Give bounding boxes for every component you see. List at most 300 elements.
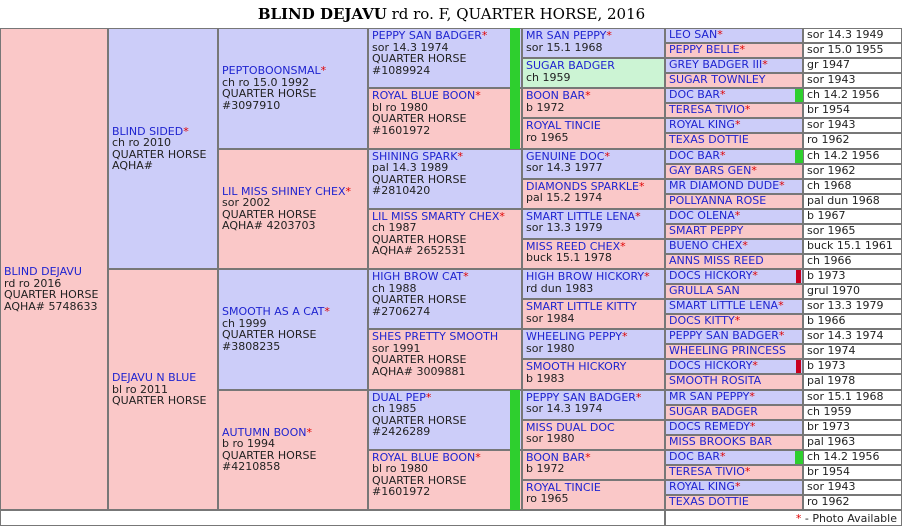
pedigree-cell-g5-15-info [803, 239, 902, 254]
pedigree-cell-subject [0, 28, 108, 510]
pedigree-cell-g1-2 [108, 269, 218, 510]
horse-name-text: WHEELING PRINCESS [669, 344, 787, 358]
horse-name-text: MISS REED CHEX [526, 239, 621, 253]
horse-name-text: ROYAL TINCIE [526, 480, 601, 494]
pedigree-cell-g5-10-name [665, 164, 803, 179]
photo-star-icon: * [744, 464, 751, 478]
horse-name-text: SMOOTH ROSITA [669, 374, 762, 388]
horse-name-link[interactable] [669, 134, 799, 146]
horse-info-line: #3808235 [222, 339, 281, 353]
horse-name-text: DUAL PEP [372, 390, 426, 404]
horse-name-link[interactable] [669, 360, 799, 372]
horse-name-text: LIL MISS SMARTY CHEX [372, 209, 500, 223]
marker-bar-red [796, 270, 801, 283]
horse-info-line: QUARTER HORSE [222, 328, 317, 342]
horse-info-line: QUARTER HORSE [372, 353, 467, 367]
horse-info-line: QUARTER HORSE [372, 413, 467, 427]
horse-info-line: ch 14.2 1956 [807, 148, 880, 162]
pedigree-cell-g5-29-name [665, 450, 803, 465]
horse-info-line: QUARTER HORSE [222, 448, 317, 462]
photo-star-icon: * [742, 238, 748, 252]
horse-info-line: buck 15.1 1961 [807, 238, 893, 252]
horse-name-link[interactable] [669, 29, 799, 41]
pedigree-cell-g5-8-info [803, 133, 902, 148]
pedigree-cell-g5-25-name [665, 390, 803, 405]
horse-info-line: ro 1962 [807, 494, 850, 508]
horse-info-line: bl ro 1980 [372, 100, 429, 114]
photo-star-icon: * [183, 124, 189, 138]
horse-info-line: QUARTER HORSE [222, 87, 317, 101]
horse-info-line: sor 15.0 1955 [807, 43, 884, 57]
horse-name-link[interactable] [669, 270, 799, 282]
pedigree-cell-g5-24-info [803, 374, 902, 389]
horse-info-line: ch 1968 [807, 178, 852, 192]
pedigree-cell-g5-6-info [803, 103, 902, 118]
photo-star-icon: * [720, 88, 726, 102]
horse-name-text: GRULLA SAN [669, 284, 740, 298]
horse-name-text: DIAMONDS SPARKLE [526, 179, 639, 193]
pedigree-cell-g5-14-name [665, 224, 803, 239]
pedigree-cell-g5-22-info [803, 344, 902, 359]
pedigree-cell-g5-27-info [803, 420, 902, 435]
horse-info-line: pal 1963 [807, 434, 856, 448]
photo-star-icon: * [475, 450, 481, 464]
horse-name-text: SUGAR BADGER [669, 404, 758, 418]
photo-star-icon: * [762, 58, 768, 72]
horse-info-line: QUARTER HORSE [222, 207, 317, 221]
horse-info-line: rd ro 2016 [4, 276, 62, 290]
pedigree-cell-g5-31-name [665, 480, 803, 495]
pedigree-cell-g5-12-info [803, 194, 902, 209]
horse-info-line: QUARTER HORSE [372, 172, 467, 186]
photo-star-icon: * [752, 269, 758, 282]
pedigree-cell-g5-10-info [803, 164, 902, 179]
horse-info-line: #1601972 [372, 123, 431, 137]
horse-name-text: DOC BAR [669, 88, 721, 102]
horse-info-line: b ro 1994 [222, 437, 275, 451]
pedigree-title [0, 0, 903, 28]
horse-name-text: DOC BAR [669, 148, 721, 162]
photo-star-icon: * [778, 299, 784, 313]
footer-blank [0, 510, 665, 526]
cell-content [372, 331, 518, 377]
horse-info-line: bl ro 2011 [112, 382, 169, 396]
pedigree-cell-g5-1-info [803, 28, 902, 43]
pedigree-cell-g5-11-info [803, 179, 902, 194]
horse-name-text: DOCS KITTY [669, 314, 735, 328]
pedigree-cell-g4-11 [522, 329, 665, 359]
horse-name-link[interactable] [669, 285, 799, 297]
horse-name-text: TERESA TIVIO [669, 464, 745, 478]
horse-name-text: SMART LITTLE LENA [669, 299, 779, 313]
horse-info-line: pal 14.3 1989 [372, 161, 449, 174]
horse-name-text: PEPTOBOONSMAL [222, 64, 321, 78]
marker-bar-green [795, 150, 803, 163]
photo-star-icon: * [606, 29, 612, 42]
photo-star-icon: * [751, 163, 757, 177]
pedigree-cell-g5-4-info [803, 73, 902, 88]
horse-name-link[interactable] [4, 266, 104, 278]
pedigree-cell-g5-2-info [803, 43, 902, 58]
horse-name-link[interactable] [372, 271, 518, 283]
horse-info-line: sor 15.1 1968 [807, 389, 884, 403]
horse-info-line: QUARTER HORSE [372, 52, 467, 65]
horse-info-line: QUARTER HORSE [112, 147, 207, 161]
pedigree-cell-g2-4 [218, 390, 368, 511]
horse-name-text: BLIND SIDED [112, 124, 184, 138]
cell-content [372, 452, 518, 498]
horse-name-text: ROYAL TINCIE [526, 119, 601, 133]
horse-info-line: b 1972 [526, 462, 565, 476]
pedigree-cell-g3-8 [368, 450, 522, 510]
horse-info-line: gr 1947 [807, 58, 850, 72]
horse-name-text: DOCS REMEDY [669, 419, 750, 433]
photo-star-icon: * [779, 178, 785, 192]
horse-name-link[interactable] [526, 30, 661, 42]
photo-star-icon: * [749, 419, 756, 433]
pedigree-cell-g5-21-name [665, 329, 803, 344]
cell-content [372, 151, 518, 197]
pedigree-cell-g5-4-name [665, 73, 803, 88]
horse-info-line: pal 1978 [807, 374, 856, 388]
horse-name-text: MR SAN PEPPY [526, 29, 607, 42]
pedigree-cell-g5-9-name [665, 149, 803, 164]
pedigree-cell-g5-24-name [665, 374, 803, 389]
horse-name-text: PEPPY SAN BADGER [526, 390, 636, 404]
horse-name-link[interactable] [669, 451, 799, 463]
horse-name-link[interactable] [669, 375, 799, 387]
horse-name-text: MISS DUAL DOC [526, 420, 615, 434]
horse-info-line: br 1954 [807, 464, 850, 478]
horse-name-text: SHINING SPARK [372, 149, 458, 163]
cell-content [222, 151, 364, 232]
photo-star-icon: * [585, 450, 591, 464]
horse-info-line: sor 13.3 1979 [807, 299, 884, 313]
pedigree-cell-g5-17-info [803, 269, 902, 284]
horse-info-line: ro 1965 [526, 492, 569, 506]
pedigree-cell-g5-13-info [803, 209, 902, 224]
horse-info-line: b 1972 [526, 100, 565, 114]
pedigree-cell-g5-20-name [665, 314, 803, 329]
marker-bar-green [510, 28, 520, 149]
horse-name-link[interactable] [669, 496, 799, 508]
horse-info-line: ch ro 15.0 1992 [222, 75, 310, 89]
pedigree-cell-g5-16-name [665, 254, 803, 269]
photo-legend [665, 510, 902, 526]
horse-name-text: ROYAL BLUE BOON [372, 450, 476, 464]
pedigree-cell-g5-16-info [803, 254, 902, 269]
pedigree-cell-g2-3 [218, 269, 368, 390]
pedigree-cell-g4-14 [522, 420, 665, 450]
pedigree-cell-g5-13-name [665, 209, 803, 224]
horse-name-text: SMART LITTLE KITTY [526, 300, 637, 314]
horse-info-line: b 1973 [807, 359, 846, 373]
photo-star-icon: * [604, 149, 610, 163]
horse-info-line: sor 1943 [807, 118, 856, 132]
pedigree-cell-g5-7-name [665, 118, 803, 133]
photo-star-icon: * [457, 149, 464, 163]
horse-name-text: SUGAR TOWNLEY [669, 73, 766, 87]
pedigree-cell-g5-6-name [665, 103, 803, 118]
horse-info-line: sor 1962 [807, 163, 856, 177]
photo-star-icon: * [717, 28, 723, 41]
horse-name-link[interactable] [669, 466, 799, 478]
horse-name-text: BOON BAR [526, 89, 586, 103]
horse-info-line: ch 1959 [807, 404, 852, 418]
horse-info-line: sor 1965 [807, 223, 856, 237]
photo-star-icon: * [620, 239, 626, 253]
horse-info-line: ch ro 2010 [112, 136, 172, 149]
pedigree-cell-g5-18-info [803, 284, 902, 299]
pedigree-cell-g5-17-name [665, 269, 803, 284]
pedigree-cell-g5-8-name [665, 133, 803, 148]
pedigree-cell-g3-3 [368, 149, 522, 209]
pedigree-cell-g4-13 [522, 390, 665, 420]
cell-content [372, 392, 518, 438]
horse-name-link[interactable] [669, 330, 799, 342]
horse-info-line: #2810420 [372, 184, 431, 197]
horse-name-link[interactable] [372, 30, 518, 42]
horse-name-link[interactable] [669, 406, 799, 418]
horse-info-line: sor 2002 [222, 196, 271, 210]
horse-name-text: AUTUMN BOON [222, 425, 307, 439]
horse-info-line: buck 15.1 1978 [526, 251, 612, 265]
pedigree-cell-g5-20-info [803, 314, 902, 329]
horse-name-heading: BLIND DEJAVU [257, 5, 387, 23]
pedigree-cell-g5-21-info [803, 329, 902, 344]
pedigree-cell-g5-11-name [665, 179, 803, 194]
horse-info-line: sor 14.3 1949 [807, 28, 884, 41]
horse-info-line: ch 14.2 1956 [807, 88, 880, 102]
pedigree-cell-g5-22-name [665, 344, 803, 359]
horse-name-link[interactable] [669, 180, 799, 192]
horse-name-link[interactable] [669, 150, 799, 162]
horse-name-text: BUENO CHEX [669, 238, 743, 252]
horse-name-link[interactable] [669, 255, 799, 267]
horse-name-text: HIGH BROW HICKORY [526, 270, 645, 283]
horse-info-line: sor 1984 [526, 311, 575, 325]
photo-star-icon: * [635, 390, 642, 404]
pedigree-cell-g3-1 [368, 28, 522, 88]
photo-star-icon: * [425, 390, 432, 404]
pedigree-cell-g1-1 [108, 28, 218, 269]
marker-bar-green [510, 390, 520, 511]
horse-info-line: pal dun 1968 [807, 193, 880, 207]
horse-info-line: grul 1970 [807, 284, 861, 298]
horse-name-text: PEPPY SAN BADGER [669, 329, 779, 343]
pedigree-cell-g5-30-name [665, 465, 803, 480]
horse-info-line: #1089924 [372, 63, 431, 77]
horse-info-line: QUARTER HORSE [372, 293, 467, 306]
pedigree-cell-g4-4 [522, 118, 665, 148]
horse-info-line: sor 14.3 1974 [807, 329, 884, 343]
horse-name-link[interactable] [669, 104, 799, 116]
horse-info-line: sor 14.3 1974 [526, 402, 603, 415]
marker-bar-green [795, 451, 803, 464]
pedigree-cell-g3-4 [368, 209, 522, 269]
horse-info-line: sor 14.3 1974 [372, 40, 449, 54]
horse-name-text: SUGAR BADGER [526, 59, 615, 73]
horse-name-text: DOCS HICKORY [669, 359, 753, 373]
horse-info-line: #4210858 [222, 460, 281, 474]
pedigree-cell-g5-26-info [803, 405, 902, 420]
horse-name-link[interactable] [669, 240, 799, 252]
pedigree-cell-g3-5 [368, 269, 522, 329]
horse-info-line: sor 14.3 1977 [526, 161, 603, 174]
photo-star-icon: * [622, 330, 628, 344]
pedigree-cell-g4-3 [522, 88, 665, 118]
horse-details-heading: rd ro. F, QUARTER HORSE, 2016 [391, 5, 646, 23]
cell-content [112, 271, 214, 407]
pedigree-cell-g5-5-info [803, 88, 902, 103]
horse-name-link[interactable] [526, 60, 661, 72]
horse-name-text: GAY BARS GEN [669, 163, 752, 177]
horse-name-link[interactable] [669, 315, 799, 327]
horse-name-link[interactable] [669, 59, 799, 71]
cell-content [372, 90, 518, 136]
pedigree-cell-g5-28-info [803, 435, 902, 450]
horse-name-link[interactable] [669, 195, 799, 207]
horse-info-line: AQHA# 4203703 [222, 219, 316, 233]
photo-star-icon: * [752, 359, 758, 373]
horse-info-line: sor 15.1 1968 [526, 40, 603, 54]
photo-star-icon: * [720, 148, 726, 162]
pedigree-cell-g4-5 [522, 149, 665, 179]
pedigree-cell-g5-14-info [803, 224, 902, 239]
pedigree-cell-g5-32-name [665, 495, 803, 510]
horse-name-text: LIL MISS SHINEY CHEX [222, 184, 346, 198]
horse-name-text: BOON BAR [526, 450, 586, 464]
horse-info-line: ch 1987 [372, 221, 417, 235]
horse-name-link[interactable] [526, 301, 661, 313]
horse-name-link[interactable] [669, 481, 799, 493]
cell-content [222, 392, 364, 473]
pedigree-cell-g5-3-name [665, 58, 803, 73]
cell-content [222, 271, 364, 352]
pedigree-cell-g4-9 [522, 269, 665, 299]
horse-name-link[interactable] [669, 165, 799, 177]
cell-content [112, 30, 214, 172]
horse-name-text: GREY BADGER III [669, 58, 763, 72]
horse-info-line: AQHA# 5748633 [4, 299, 98, 313]
pedigree-cell-g5-5-name [665, 88, 803, 103]
photo-star-icon: * [644, 270, 650, 283]
pedigree-cell-g5-27-name [665, 420, 803, 435]
horse-info-line: sor 1943 [807, 479, 856, 493]
horse-info-line: AQHA# 3009881 [372, 364, 466, 378]
pedigree-cell-g3-7 [368, 390, 522, 450]
horse-name-link[interactable] [669, 421, 799, 433]
horse-info-line: QUARTER HORSE [4, 288, 99, 301]
photo-star-icon: * [585, 89, 591, 103]
horse-info-line: QUARTER HORSE [372, 473, 467, 487]
horse-info-line: #1601972 [372, 485, 431, 499]
horse-name-text: SMART PEPPY [669, 223, 744, 237]
photo-star-icon: * [463, 270, 469, 283]
horse-info-line: sor 1980 [526, 432, 575, 446]
pedigree-cell-g4-12 [522, 359, 665, 389]
cell-content [372, 211, 518, 257]
horse-name-text: WHEELING PEPPY [526, 330, 622, 344]
pedigree-cell-g5-19-name [665, 299, 803, 314]
horse-name-text: LEO SAN [669, 28, 718, 41]
photo-star-icon: * [638, 179, 645, 193]
pedigree-cell-g2-2 [218, 149, 368, 270]
horse-name-text: ROYAL KING [669, 118, 735, 132]
horse-name-link[interactable] [669, 210, 799, 222]
photo-star-icon: * [749, 389, 755, 403]
photo-star-icon: * [734, 314, 741, 328]
horse-name-link[interactable] [669, 391, 799, 403]
horse-name-text: MR DIAMOND DUDE [669, 178, 780, 192]
photo-star-icon: * [734, 479, 741, 493]
pedigree-cell-g4-10 [522, 299, 665, 329]
horse-name-text: PEPPY BELLE [669, 43, 740, 57]
pedigree-cell-g5-29-info [803, 450, 902, 465]
horse-name-text: PEPPY SAN BADGER [372, 29, 482, 42]
pedigree-cell-g5-19-info [803, 299, 902, 314]
horse-name-text: DOC OLENA [669, 208, 735, 222]
photo-star-icon: * [734, 208, 741, 222]
horse-info-line: #2706274 [372, 304, 431, 318]
photo-star-icon: * [795, 512, 802, 525]
horse-info-line: ro 1965 [526, 130, 569, 144]
horse-name-link[interactable] [526, 271, 661, 283]
pedigree-cell-g2-1 [218, 28, 368, 149]
marker-bar-green [795, 89, 803, 102]
horse-name-link[interactable] [669, 74, 799, 86]
horse-name-text: ROYAL KING [669, 479, 735, 493]
photo-star-icon: * [734, 118, 741, 132]
horse-info-line: AQHA# 2652531 [372, 244, 466, 258]
horse-info-line: ch 1966 [807, 253, 852, 267]
pedigree-cell-g5-30-info [803, 465, 902, 480]
cell-content [4, 30, 104, 312]
horse-name-text: ANNS MISS REED [669, 253, 764, 267]
horse-name-link[interactable] [669, 345, 799, 357]
pedigree-cell-g5-1-name [665, 28, 803, 43]
photo-star-icon: * [306, 425, 312, 439]
horse-name-link[interactable] [669, 119, 799, 131]
pedigree-cell-g5-9-info [803, 149, 902, 164]
cell-content [372, 30, 518, 76]
horse-info-line: sor 1974 [807, 344, 856, 358]
horse-info-line: ch 1988 [372, 281, 417, 295]
horse-info-line: pal 15.2 1974 [526, 191, 603, 205]
pedigree-cell-g3-6 [368, 329, 522, 389]
horse-info-line: sor 1991 [372, 341, 421, 355]
horse-name-link[interactable] [669, 225, 799, 237]
horse-info-line: br 1973 [807, 419, 850, 433]
pedigree-cell-g5-32-info [803, 495, 902, 510]
pedigree-cell-g5-15-name [665, 239, 803, 254]
marker-bar-red [796, 360, 801, 373]
photo-star-icon: * [499, 209, 505, 223]
horse-name-link[interactable] [669, 89, 799, 101]
horse-name-text: ROYAL BLUE BOON [372, 89, 476, 103]
horse-info-line: QUARTER HORSE [112, 394, 207, 408]
horse-name-link[interactable] [669, 436, 799, 448]
pedigree-cell-g5-3-info [803, 58, 902, 73]
photo-star-icon: * [778, 329, 785, 343]
cell-content [222, 30, 364, 111]
horse-name-link[interactable] [669, 44, 799, 56]
horse-info-line: b 1973 [807, 269, 846, 282]
horse-name-link[interactable] [669, 300, 799, 312]
horse-info-line: #2426289 [372, 425, 431, 438]
photo-star-icon: * [720, 449, 726, 463]
photo-star-icon: * [739, 43, 746, 57]
